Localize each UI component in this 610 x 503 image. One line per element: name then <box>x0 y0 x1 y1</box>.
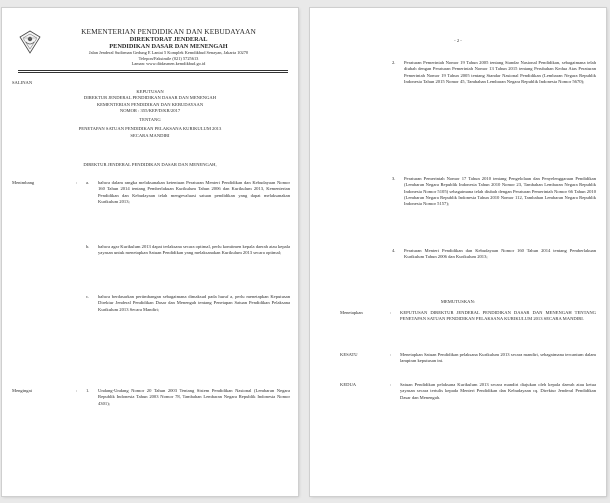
menimbang-label: Menimbang <box>12 180 35 185</box>
menimbang-item-num: a. <box>86 180 90 185</box>
menimbang-item-a: bahwa dalam rangka melaksanakan ketentuan Peraturan Menteri Pendidikan dan Kebudayaan Nomor 160 Tahun 2014 tentang Pemberlakuan Kurikulum Tahun 2006 dan Kurikulum 2013, Kementerian Pendidikan dan Kebudayaan telah mengevaluasi satuan pendidikan yang dapat melaksanakan Kurikulum 2013; <box>98 180 290 204</box>
website: Laman: www.ditdasmen.kemdikbud.go.id <box>131 61 206 67</box>
memutuskan-heading: MEMUTUSKAN: <box>440 299 476 304</box>
kedua-label: KEDUA <box>340 382 357 387</box>
decree-heading <box>2 89 298 139</box>
decree-intro: DIREKTUR JENDERAL PENDIDIKAN DASAR DAN MENENGAH, <box>83 162 217 167</box>
mengingat-item-num: 2. <box>392 60 396 65</box>
letterhead-rule-thin <box>18 72 288 73</box>
salinan-label: SALINAN <box>12 80 33 85</box>
menetapkan-label: Menetapkan <box>340 310 363 315</box>
document-page-1 <box>2 8 298 496</box>
mengingat-item-3: Peraturan Pemerintah Nomor 17 Tahun 2010 tentang Pengelolaan dan Penyelenggaraan Pendidikan (Lembaran Negara Republik Indonesia Tahun 2010 Nomor 23, Tambahan Lembaran Negara Republik Indonesia Nomor 5105) sebagaimana telah diubah dengan Peraturan Pemerintah Nomor 66 Tahun 2010 (Lembaran Negara Republik Indonesia Tahun 2010 Nomor 112, Tambahan Lembaran Negara Republik Indonesia Nomor 5157); <box>404 176 596 207</box>
menimbang-section <box>12 180 290 380</box>
heading-number: NOMOR : 355/KEP/D/KR/2017 <box>119 107 181 113</box>
mengingat-label: Mengingat <box>12 388 32 393</box>
document-page-2 <box>310 8 606 496</box>
colon: : <box>390 352 392 357</box>
phone: Telepon/Faksimile (021) 5725613 <box>138 55 199 61</box>
directorate-name: DIREKTORAT JENDERAL <box>129 36 208 43</box>
kedua-text: Satuan Pendidikan pelaksana Kurikulum 2013 secara mandiri diajukan oleh kepala daerah atau ketua yayasan secara tertulis kepada Menteri Pendidikan dan Kebudayaan cq. Direktur Jenderal Pendidikan Dasar dan Menengah. <box>400 382 596 400</box>
kesatu-text: Menetapkan Satuan Pendidikan pelaksana Kurikulum 2013 secara mandiri, sebagaimana tercantum dalam lampiran keputusan ini. <box>400 352 596 364</box>
mengingat-item-num: 3. <box>392 176 396 181</box>
heading-keputusan: KEPUTUSAN <box>136 89 164 94</box>
tut-wuri-handayani-logo-icon <box>18 30 42 54</box>
menimbang-item-num: c. <box>86 294 90 299</box>
mengingat-item-2: Peraturan Pemerintah Nomor 19 Tahun 2005 tentang Standar Nasional Pendidikan, sebagaimana telah diubah dengan Peraturan Pemerintah Nomor 13 Tahun 2015 tentang Perubahan Kedua Atas Peraturan Pemerintah Nomor 19 Tahun 2005 tentang Standar Nasional Pendidikan (Lembaran Negara Republik Indonesia Tahun 2015 Nomor 45, Tambahan Lembaran Negara Republik Indonesia Nomor 5670); <box>404 60 596 84</box>
kesatu-label: KESATU <box>340 352 358 357</box>
directorate-subname: PENDIDIKAN DASAR DAN MENENGAH <box>109 43 228 50</box>
mengingat-item-1: Undang-Undang Nomor 20 Tahun 2003 Tentang Sistem Pendidikan Nasional (Lembaran Negara Republik Indonesia Tahun 2003 Nomor 78, Tambahan Lembaran Negara Republik Indonesia Nomor 4301); <box>98 388 290 406</box>
colon: : <box>76 388 78 393</box>
mengingat-continued <box>310 60 606 300</box>
page-number: - 2 - <box>454 38 462 43</box>
mengingat-item-num: 1. <box>86 388 90 393</box>
decision-section <box>310 310 606 460</box>
heading-subject-1: PENETAPAN SATUAN PENDIDIKAN PELAKSANA KURIKULUM 2013 <box>78 126 222 132</box>
menetapkan-text: KEPUTUSAN DIREKTUR JENDERAL PENDIDIKAN DASAR DAN MENENGAH TENTANG PENETAPAN SATUAN PENDIDIKAN PELAKSANA KURIKULUM 2013 SECARA MANDIRI. <box>400 310 596 322</box>
colon: : <box>390 382 392 387</box>
mengingat-section <box>12 388 290 448</box>
heading-subject-2: SECARA MANDIRI <box>130 132 170 138</box>
ministry-name: KEMENTERIAN PENDIDIKAN DAN KEBUDAYAAN <box>81 27 256 36</box>
address: Jalan Jenderal Sudirman Gedung E Lantai 5 Komplek Kemdikbud Senayan, Jakarta 10270 <box>88 50 249 55</box>
menimbang-item-num: b. <box>86 244 90 249</box>
colon: : <box>76 180 78 185</box>
heading-ministry: KEMENTERIAN PENDIDIKAN DAN KEBUDAYAAN <box>96 101 204 107</box>
heading-tentang: TENTANG <box>139 117 161 123</box>
menimbang-item-b: bahwa agar Kurikulum 2013 dapat terlaksana secara optimal, perlu komitmen kepala daerah atau kepala yayasan untuk menetapkan Satuan Pendidikan yang melaksanakan Kurikulum 2013 secara optimal; <box>98 244 290 256</box>
letterhead-rule-thick <box>18 70 288 71</box>
mengingat-item-4: Peraturan Menteri Pendidikan dan Kebudayaan Nomor 160 Tahun 2014 tentang Pemberlakuan Kurikulum Tahun 2006 dan Kurikulum 2013; <box>404 248 596 260</box>
letterhead <box>46 28 291 67</box>
heading-issuer: DIREKTUR JENDERAL PENDIDIKAN DASAR DAN MENENGAH <box>83 95 217 101</box>
colon: : <box>390 310 392 315</box>
mengingat-item-num: 4. <box>392 248 396 253</box>
menimbang-item-c: bahwa berdasarkan pertimbangan sebagaimana dimaksud pada huruf a, perlu menetapkan Keputusan Direktur Jenderal Pendidikan Dasar dan Menengah tentang Penetapan Satuan Pendidikan Pelaksana Kurikulum 2013 Secara Mandiri; <box>98 294 290 312</box>
